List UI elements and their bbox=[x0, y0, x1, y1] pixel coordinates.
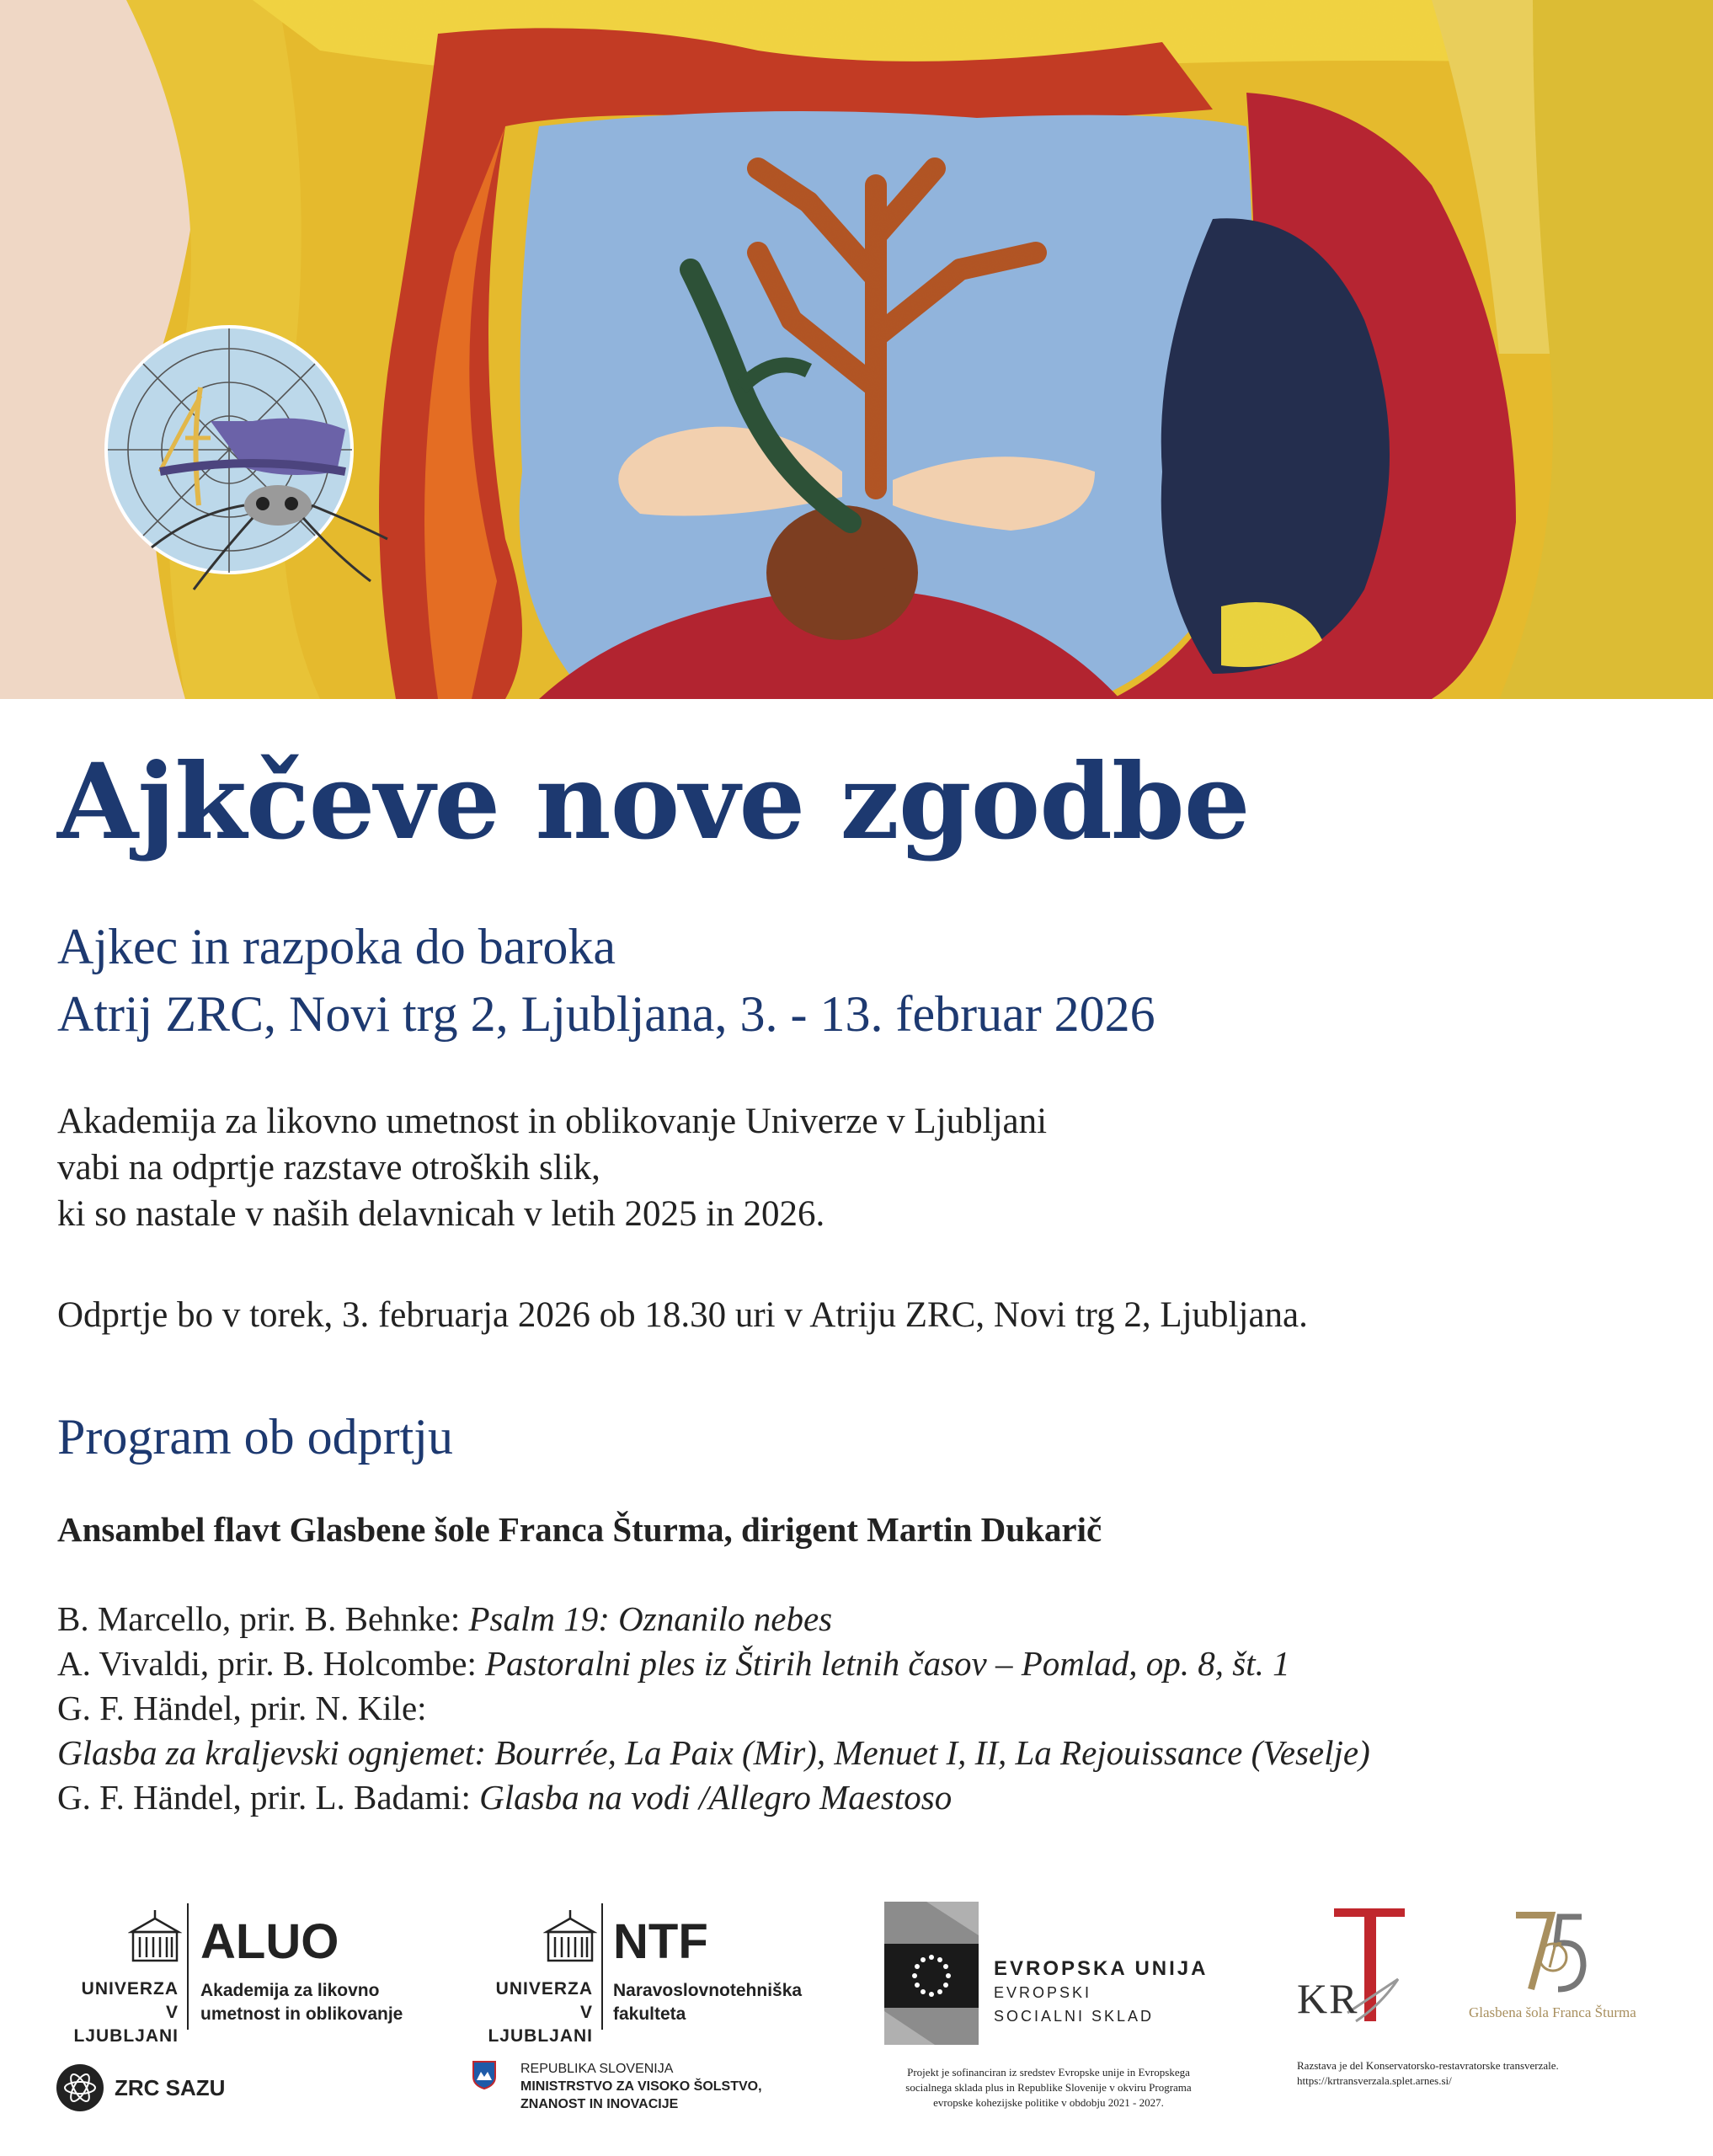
univerza-label: UNIVERZA bbox=[495, 1979, 593, 1999]
ntf-abbr: NTF bbox=[613, 1914, 708, 1969]
list-item bbox=[57, 1775, 1370, 1820]
divider bbox=[601, 1903, 603, 2030]
composer: A. Vivaldi, prir. B. Holcombe: bbox=[57, 1644, 486, 1683]
work-title: Pastoralni ples iz Štirih letnih časov – Pomlad, op. 8, št. 1 bbox=[485, 1644, 1290, 1683]
composer: B. Marcello, prir. B. Behnke: bbox=[57, 1599, 469, 1638]
gsfs-75-logo bbox=[1508, 1905, 1592, 1998]
slovenia-coat-of-arms-icon bbox=[472, 2060, 497, 2090]
aluo-desc bbox=[200, 1979, 403, 2026]
hero-painting bbox=[0, 0, 1713, 699]
intro-line: Akademija za likovno umetnost in oblikovanje Univerze v Ljubljani bbox=[57, 1102, 1048, 1141]
ljubljani-label: V LJUBLJANI bbox=[488, 2003, 593, 2046]
page-title: Ajkčeve nove zgodbe bbox=[57, 741, 1250, 863]
krt-letters: KR bbox=[1297, 1975, 1359, 2022]
ministry-line: ZNANOST IN INOVACIJE bbox=[520, 2097, 679, 2111]
work-title: Glasba na vodi /Allegro Maestoso bbox=[479, 1778, 953, 1817]
composer: G. F. Händel, prir. N. Kile: bbox=[57, 1689, 427, 1727]
ntf-university bbox=[470, 1977, 593, 2048]
krt-note bbox=[1297, 2058, 1559, 2089]
list-item bbox=[57, 1597, 1370, 1641]
list-item bbox=[57, 1731, 1370, 1775]
university-building-icon bbox=[128, 1907, 182, 1966]
univerza-label: UNIVERZA bbox=[81, 1979, 179, 1999]
university-building-icon bbox=[543, 1907, 597, 1966]
opening-line: Odprtje bo v torek, 3. februarja 2026 ob 18.30 uri v Atriju ZRC, Novi trg 2, Ljubljana. bbox=[57, 1295, 1308, 1335]
ntf-desc bbox=[613, 1979, 802, 2026]
subtitle-line-1: Ajkec in razpoka do baroka bbox=[57, 919, 616, 974]
gsfs-label: Glasbena šola Franca Šturma bbox=[1469, 2004, 1636, 2020]
aluo-abbr: ALUO bbox=[200, 1914, 339, 1969]
ministry-label bbox=[520, 2060, 762, 2113]
note-line: https://krtransverzala.splet.arnes.si/ bbox=[1297, 2074, 1452, 2087]
eu-line: EVROPSKA UNIJA bbox=[994, 1957, 1209, 1980]
note-line: socialnega sklada plus in Republike Slovenije v okviru Programa bbox=[905, 2081, 1192, 2094]
composer: G. F. Händel, prir. L. Badami: bbox=[57, 1778, 480, 1817]
subtitle-line-2: Atrij ZRC, Novi trg 2, Ljubljana, 3. - 13. februar 2026 bbox=[57, 986, 1155, 1042]
note-line: evropske kohezijske politike v obdobju 2021 - 2027. bbox=[933, 2096, 1164, 2109]
sponsor-logos bbox=[0, 1886, 1713, 2156]
ljubljani-label: V LJUBLJANI bbox=[73, 2003, 179, 2046]
ministry-line: MINISTRSTVO ZA VISOKO ŠOLSTVO, bbox=[520, 2079, 762, 2094]
eu-label bbox=[994, 1957, 1208, 2028]
desc-line: Akademija za likovno bbox=[200, 1981, 380, 2000]
program-heading: Program ob odprtju bbox=[57, 1409, 453, 1465]
program-list bbox=[57, 1597, 1370, 1820]
desc-line: fakulteta bbox=[613, 2004, 686, 2024]
note-line: Projekt je sofinanciran iz sredstev Evropske unije in Evropskega bbox=[907, 2066, 1190, 2079]
work-title: Glasba za kraljevski ognjemet: Bourrée, La Paix (Mir), Menuet I, II, La Rejouissance (Veselje) bbox=[57, 1733, 1370, 1772]
desc-line: umetnost in oblikovanje bbox=[200, 2004, 403, 2024]
zrc-sazu-label: ZRC SAZU bbox=[115, 2075, 226, 2100]
divider bbox=[187, 1903, 189, 2030]
eu-line: SOCIALNI SKLAD bbox=[994, 2008, 1155, 2025]
work-title: Psalm 19: Oznanilo nebes bbox=[468, 1599, 833, 1638]
zrc-sazu-icon bbox=[56, 2063, 104, 2112]
eu-note bbox=[876, 2065, 1221, 2111]
esf-emblem bbox=[884, 1902, 979, 2045]
opening-text bbox=[57, 1292, 1308, 1338]
eu-line: EVROPSKI bbox=[994, 1984, 1092, 2001]
ministry-line: REPUBLIKA SLOVENIJA bbox=[520, 2062, 674, 2076]
ensemble-line: Ansambel flavt Glasbene šole Franca Šturma, dirigent Martin Dukarič bbox=[57, 1510, 1102, 1549]
intro-text bbox=[57, 1098, 1047, 1237]
intro-line: ki so nastale v naših delavnicah v letih 2025 in 2026. bbox=[57, 1194, 825, 1234]
note-line: Razstava je del Konservatorsko-restavratorske transverzale. bbox=[1297, 2059, 1559, 2072]
list-item bbox=[57, 1686, 1370, 1731]
desc-line: Naravoslovnotehniška bbox=[613, 1981, 803, 2000]
list-item bbox=[57, 1641, 1370, 1686]
intro-line: vabi na odprtje razstave otroških slik, bbox=[57, 1148, 600, 1187]
aluo-university bbox=[56, 1977, 179, 2048]
